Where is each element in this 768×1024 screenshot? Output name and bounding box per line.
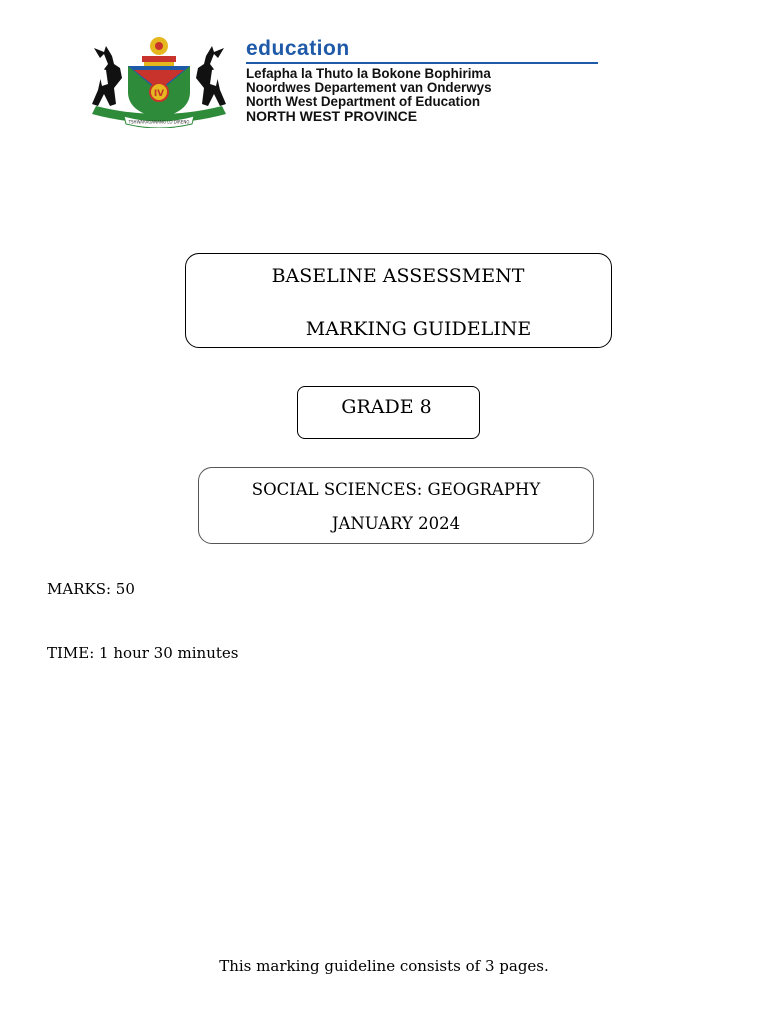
- department-title: education: [246, 37, 350, 60]
- marks-info: MARKS: 50: [47, 580, 135, 598]
- crest-roman-numeral: IV: [153, 89, 165, 99]
- page-count-note: This marking guideline consists of 3 pages.: [219, 957, 549, 975]
- subject-label: SOCIAL SCIENCES: GEOGRAPHY: [251, 480, 541, 499]
- exam-date: JANUARY 2024: [331, 514, 461, 533]
- crest-motto: TSHWARAGANANG LO DIRENG: [128, 119, 190, 125]
- title-rule: [246, 62, 598, 64]
- guideline-title: MARKING GUIDELINE: [305, 318, 532, 340]
- time-info: TIME: 1 hour 30 minutes: [47, 644, 239, 662]
- department-text: [246, 38, 598, 123]
- department-line-afrikaans: Noordwes Departement van Onderwys: [246, 80, 492, 95]
- coat-of-arms-icon: [84, 34, 234, 128]
- subject-box: [198, 467, 594, 544]
- assessment-title-box: [185, 253, 612, 348]
- province-line: NORTH WEST PROVINCE: [246, 108, 418, 124]
- grade-label: GRADE 8: [341, 396, 432, 418]
- department-line-setswana: Lefapha la Thuto la Bokone Bophirima: [246, 66, 491, 81]
- grade-box: [297, 386, 480, 439]
- assessment-title: BASELINE ASSESSMENT: [271, 265, 525, 287]
- department-line-english: North West Department of Education: [246, 94, 481, 109]
- department-header: [84, 30, 636, 130]
